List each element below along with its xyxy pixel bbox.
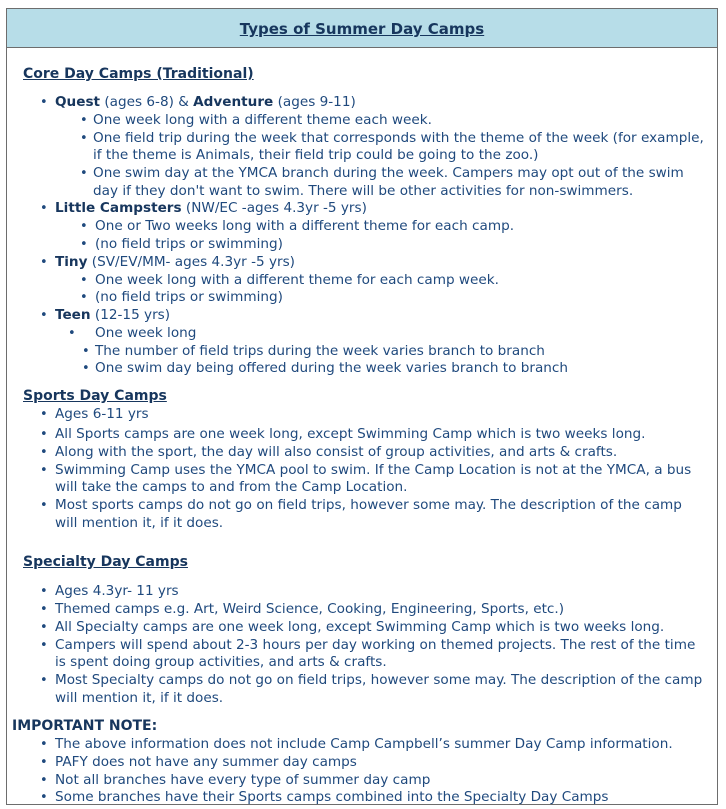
note-item: Not all branches have every type of summer day camp [55, 772, 431, 788]
quest-item-cont: day if they don't want to swim. There will be other activities for non-swimmers. [93, 183, 634, 199]
note-item: The above information does not include Camp Campbell’s summer Day Camp information. [55, 736, 673, 752]
teen-line [55, 307, 170, 325]
bullet-icon: • [40, 773, 48, 788]
little-campsters-line [55, 200, 367, 218]
bullet-icon: • [40, 255, 48, 270]
important-note-heading: IMPORTANT NOTE: [12, 718, 158, 734]
adventure-ages: (ages 9-11) [273, 94, 356, 110]
adventure-name: Adventure [193, 94, 274, 110]
bullet-icon: • [40, 445, 48, 460]
bullet-icon: • [80, 237, 88, 252]
bullet-icon: • [82, 344, 90, 359]
note-item: Some branches have their Sports camps combined into the Specialty Day Camps [55, 789, 609, 805]
specialty-item: All Specialty camps are one week long, except Swimming Camp which is two weeks long. [55, 619, 665, 635]
bullet-icon: • [40, 407, 48, 422]
bullet-icon: • [80, 113, 88, 128]
quest-name: Quest [55, 94, 101, 110]
specialty-item: Ages 4.3yr- 11 yrs [55, 583, 179, 599]
tiny-item: (no field trips or swimming) [95, 289, 283, 305]
bullet-icon: • [80, 166, 88, 181]
little-name: Little Campsters [55, 200, 182, 216]
sports-heading: Sports Day Camps [23, 388, 167, 404]
little-item: One or Two weeks long with a different theme for each camp. [95, 218, 515, 234]
page-title: Types of Summer Day Camps [239, 20, 485, 38]
sports-item-cont: will take the camps to and from the Camp Location. [55, 479, 408, 495]
quest-item: One field trip during the week that corresponds with the theme of the week (for example, [93, 130, 704, 146]
bullet-icon: • [80, 219, 88, 234]
teen-item: The number of field trips during the week varies branch to branch [95, 343, 545, 359]
sports-item: All Sports camps are one week long, except Swimming Camp which is two weeks long. [55, 426, 646, 442]
teen-item: One week long [95, 325, 197, 341]
bullet-icon: • [40, 201, 48, 216]
bullet-icon: • [40, 308, 48, 323]
bullet-icon: • [40, 638, 48, 653]
specialty-heading: Specialty Day Camps [23, 554, 188, 570]
bullet-icon: • [40, 498, 48, 513]
specialty-item: Themed camps e.g. Art, Weird Science, Cooking, Engineering, Sports, etc.) [55, 601, 565, 617]
tiny-name: Tiny [55, 254, 88, 270]
bullet-icon: • [80, 290, 88, 305]
little-item: (no field trips or swimming) [95, 236, 283, 252]
quest-item: One swim day at the YMCA branch during the week. Campers may opt out of the swim [93, 165, 684, 181]
quest-item-cont: if the theme is Animals, their field trip could be going to the zoo.) [93, 147, 539, 163]
bullet-icon: • [40, 737, 48, 752]
bullet-icon: • [40, 673, 48, 688]
quest-adventure-line [55, 94, 356, 112]
sports-item: Ages 6-11 yrs [55, 406, 149, 422]
bullet-icon: • [40, 602, 48, 617]
quest-ages: (ages 6-8) & [100, 94, 194, 110]
bullet-icon: • [68, 326, 76, 341]
bullet-icon: • [40, 620, 48, 635]
title-bar [7, 9, 717, 48]
bullet-icon: • [80, 273, 88, 288]
core-heading: Core Day Camps (Traditional) [23, 66, 254, 82]
bullet-icon: • [40, 790, 48, 805]
bullet-icon: • [40, 463, 48, 478]
bullet-icon: • [40, 95, 48, 110]
little-ages: (NW/EC -ages 4.3yr -5 yrs) [181, 200, 367, 216]
tiny-item: One week long with a different theme for each camp week. [95, 272, 499, 288]
bullet-icon: • [40, 755, 48, 770]
specialty-item-cont: will mention it, if it does. [55, 690, 224, 706]
bullet-icon: • [80, 131, 88, 146]
bullet-icon: • [40, 584, 48, 599]
info-table [6, 8, 718, 805]
bullet-icon: • [40, 427, 48, 442]
teen-item: One swim day being offered during the week varies branch to branch [95, 360, 568, 376]
bullet-icon: • [82, 361, 90, 376]
note-item: PAFY does not have any summer day camps [55, 754, 357, 770]
specialty-item-cont: is spent doing group activities, and arts & crafts. [55, 654, 387, 670]
sports-item-cont: will mention it, if it does. [55, 515, 224, 531]
tiny-line [55, 254, 295, 272]
teen-name: Teen [55, 307, 91, 323]
sports-item: Along with the sport, the day will also consist of group activities, and arts & crafts. [55, 444, 618, 460]
specialty-item: Most Specialty camps do not go on field trips, however some may. The description of the camp [55, 672, 703, 688]
sports-item: Most sports camps do not go on field trips, however some may. The description of the camp [55, 497, 682, 513]
specialty-item: Campers will spend about 2-3 hours per day working on themed projects. The rest of the time [55, 637, 696, 653]
quest-item: One week long with a different theme each week. [93, 112, 432, 128]
sports-item: Swimming Camp uses the YMCA pool to swim. If the Camp Location is not at the YMCA, a bus [55, 462, 692, 478]
teen-ages: (12-15 yrs) [90, 307, 171, 323]
tiny-ages: (SV/EV/MM- ages 4.3yr -5 yrs) [87, 254, 295, 270]
